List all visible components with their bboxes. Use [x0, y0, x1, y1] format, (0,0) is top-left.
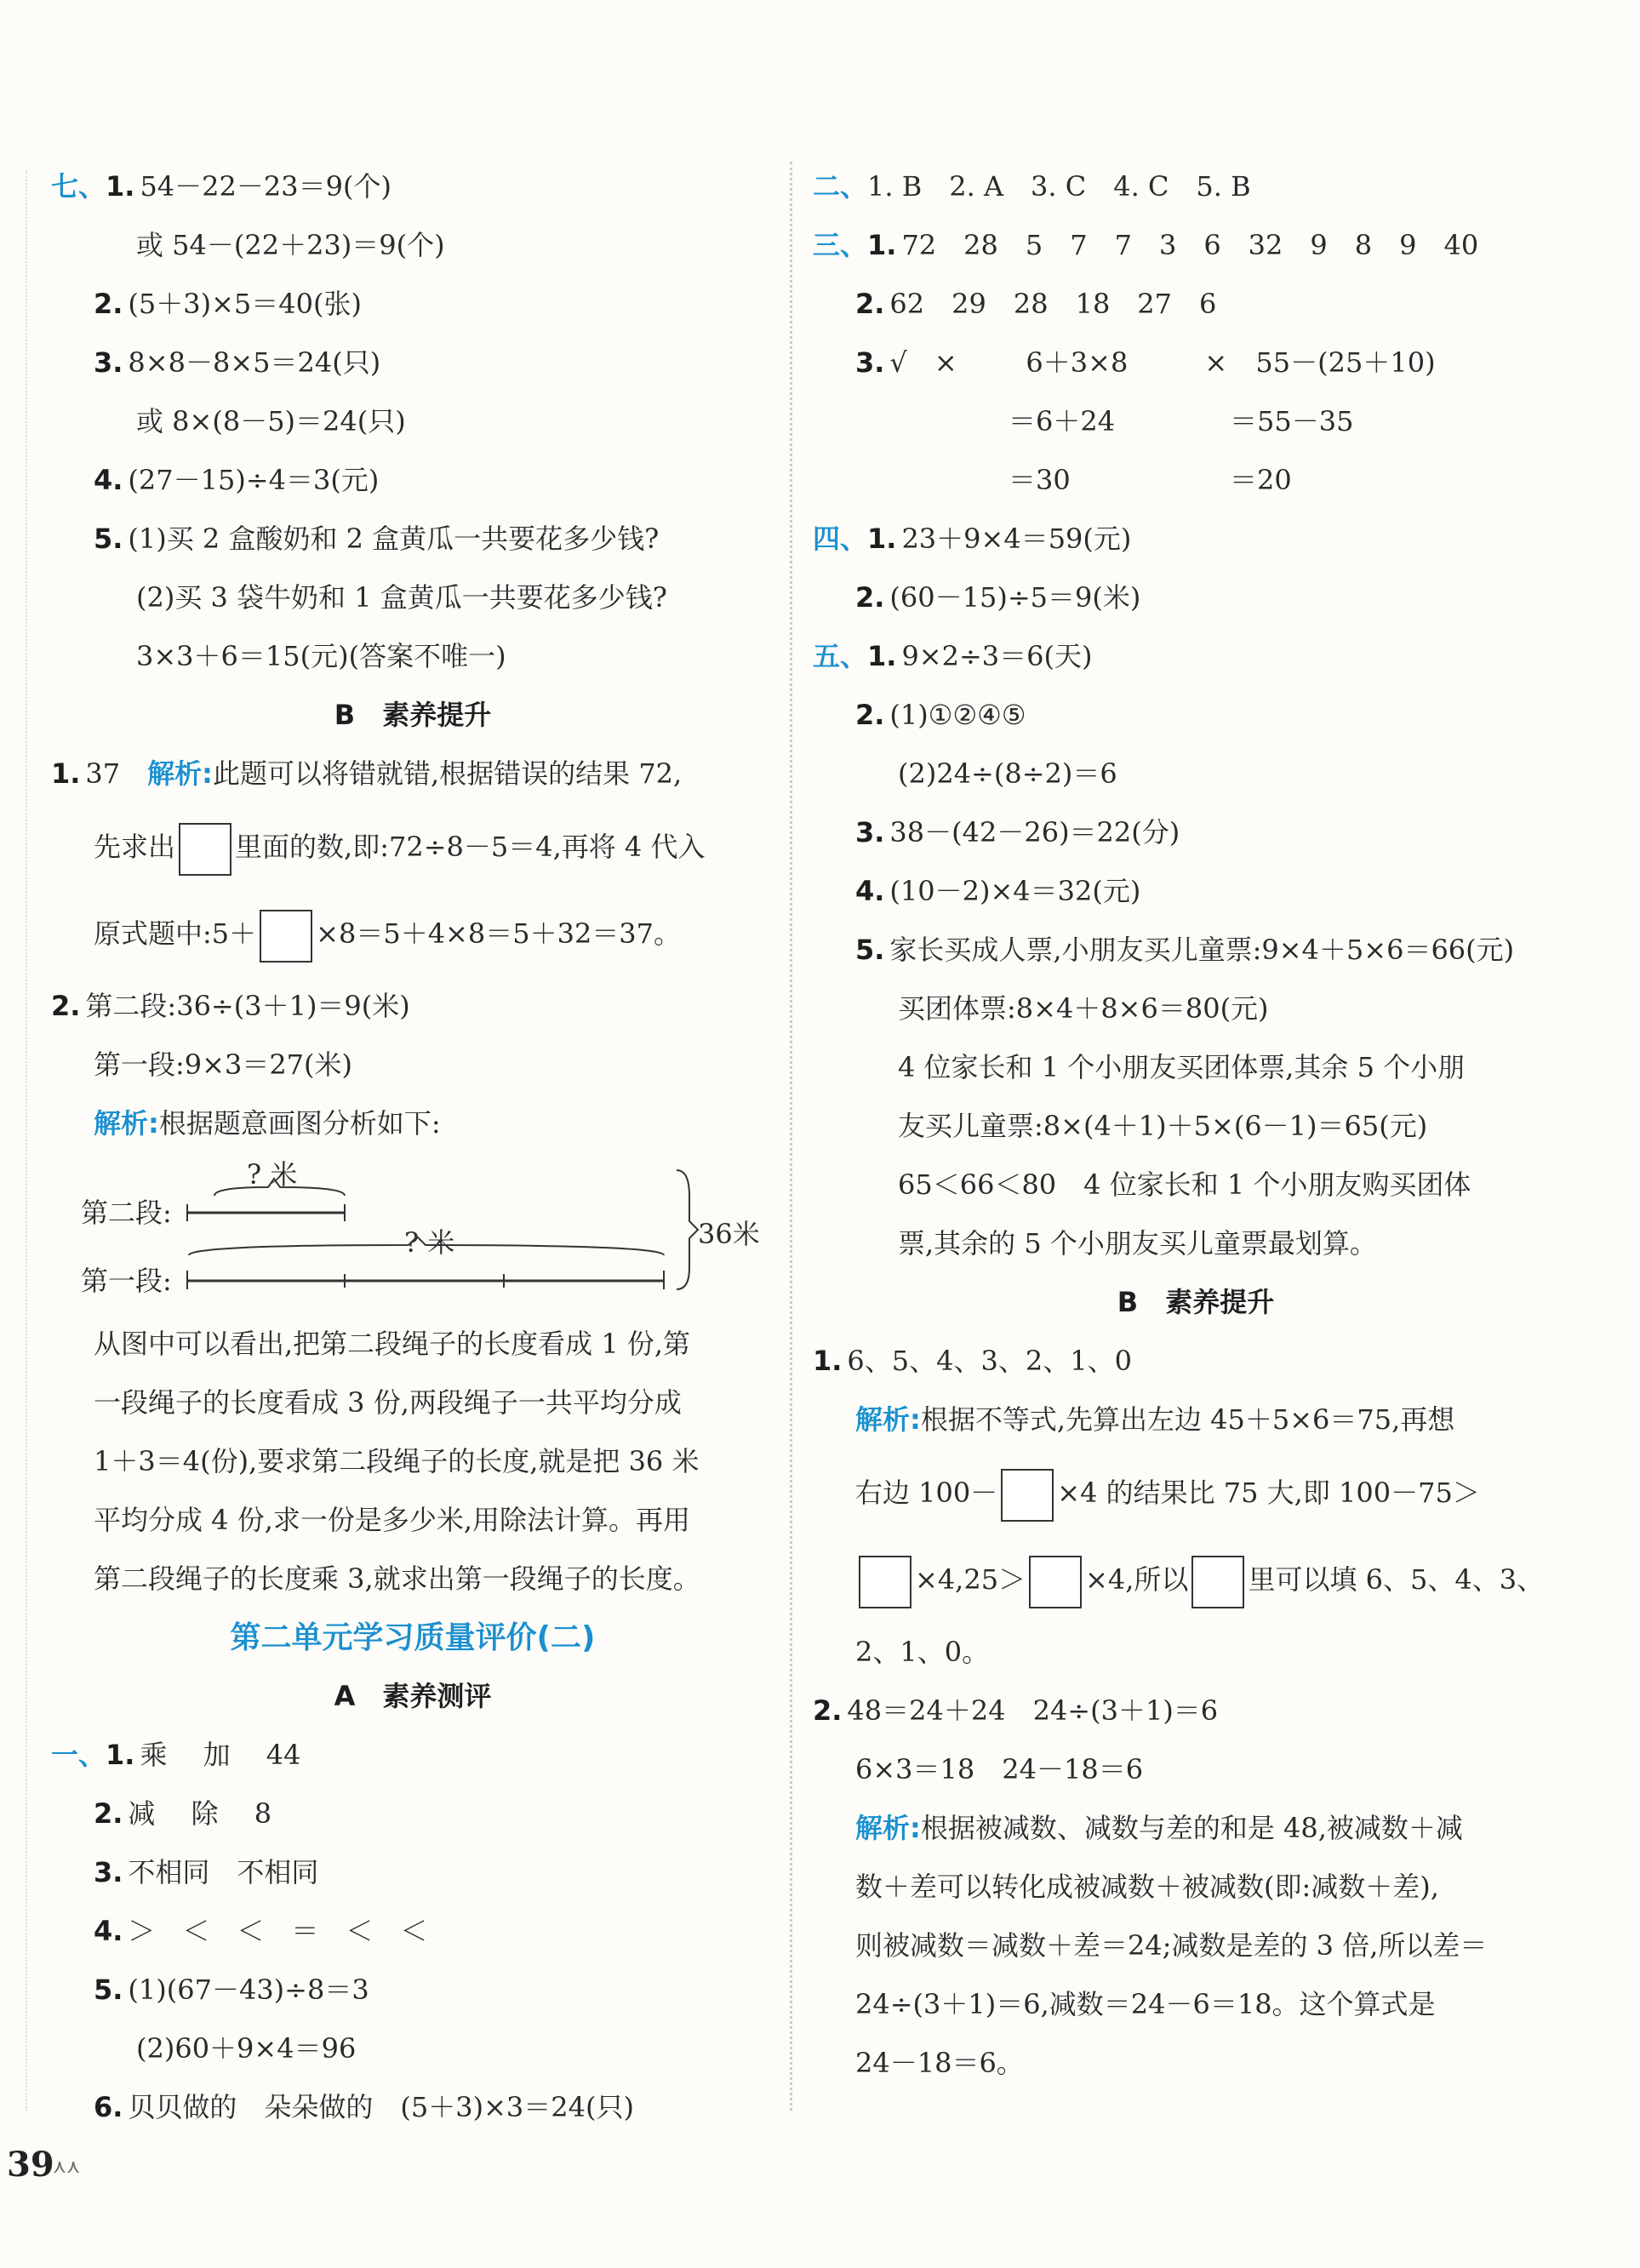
- diagram-label-seg2: 第二段:: [81, 1197, 172, 1229]
- q7-5-c: 3×3＋6＝15(元)(答案不唯一): [136, 640, 506, 672]
- q5-1: 五、1. 9×2÷3＝6(天): [813, 640, 1093, 672]
- q1-5: 5. (1)(67－43)÷8＝3: [94, 1974, 369, 2006]
- rb-q2-analysis: 解析:根据被减数、减数与差的和是 48,被减数＋减: [855, 1812, 1463, 1844]
- page-mark-icon: ⋏⋏: [53, 2157, 81, 2178]
- rb-q2-line4: 数＋差可以转化成被减数＋被减数(即:减数＋差),: [855, 1871, 1439, 1903]
- section-a-heading: A 素养测评: [334, 1680, 492, 1712]
- q1-6: 6. 贝贝做的 朵朵做的 (5＋3)×3＝24(只): [94, 2091, 634, 2123]
- rb-q1-line4: 2、1、0。: [855, 1636, 990, 1668]
- blank-box: [1001, 1469, 1054, 1522]
- q7-1: 七、1. 54－22－23＝9(个): [51, 170, 391, 203]
- q1-3: 3. 不相同 不相同: [94, 1856, 319, 1888]
- q3-3-step1: ＝6＋24 ＝55－35: [1009, 405, 1354, 437]
- rb-q2-line5: 则被减数＝减数＋差＝24;减数是差的 3 倍,所以差＝: [855, 1929, 1488, 1962]
- q7-5-b: (2)买 3 袋牛奶和 1 盒黄瓜一共要花多少钱?: [136, 581, 667, 614]
- unit-title: 第二单元学习质量评价(二): [230, 1620, 596, 1655]
- diagram-question-seg2: ? 米: [247, 1158, 298, 1191]
- section-b-heading: B 素养提升: [334, 699, 492, 731]
- q5-5-c: 4 位家长和 1 个小朋友买团体票,其余 5 个小朋: [898, 1051, 1466, 1083]
- q3-2: 2. 62 29 28 18 27 6: [855, 288, 1217, 320]
- q5-5-e: 65＜66＜80 4 位家长和 1 个小朋友购买团体: [898, 1168, 1471, 1201]
- section-b-heading-right: B 素养提升: [1117, 1286, 1275, 1318]
- blank-box: [1191, 1556, 1244, 1608]
- rb-q1-line2: 右边 100－ ×4 的结果比 75 大,即 100－75＞: [813, 1449, 1579, 1536]
- brace-seg1: [189, 1237, 664, 1255]
- rb-q1-analysis: 解析:根据不等式,先算出左边 45＋5×6＝75,再想: [855, 1403, 1455, 1436]
- q5-3: 3. 38－(42－26)＝22(分): [855, 816, 1180, 848]
- right-column: [813, 157, 1579, 2093]
- b-q2-analysis: 解析:根据题意画图分析如下:: [94, 1107, 441, 1140]
- b-q2-para-2: 一段绳子的长度看成 3 份,两段绳子一共平均分成: [94, 1386, 682, 1419]
- rb-q2: 2. 48＝24＋24 24÷(3＋1)＝6: [813, 1694, 1219, 1727]
- q7-1-alt: 或 54－(22＋23)＝9(个): [136, 229, 445, 261]
- diagram-question-seg1: ? 米: [404, 1226, 455, 1259]
- blank-box: [1029, 1556, 1082, 1608]
- q1-5-b: (2)60＋9×4＝96: [136, 2032, 357, 2065]
- q1-4: 4. ＞ ＜ ＜ ＝ ＜ ＜: [94, 1915, 428, 1947]
- b-q2-para-1: 从图中可以看出,把第二段绳子的长度看成 1 份,第: [94, 1328, 691, 1360]
- q5-5: 5. 家长买成人票,小朋友买儿童票:9×4＋5×6＝66(元): [855, 934, 1515, 966]
- brace-seg2: [214, 1179, 345, 1196]
- b-q2-para-4: 平均分成 4 份,求一份是多少米,用除法计算。再用: [94, 1504, 691, 1536]
- blank-box: [260, 910, 312, 963]
- b-q1-line2: 先求出 里面的数,即:72÷8－5＝4,再将 4 代入: [51, 803, 774, 890]
- blank-box: [179, 823, 231, 876]
- rope-diagram: [51, 1153, 774, 1315]
- total-brace: [677, 1170, 698, 1289]
- q5-2-b: (2)24÷(8÷2)＝6: [898, 757, 1117, 790]
- q7-3-alt: 或 8×(8－5)＝24(只): [136, 405, 406, 437]
- q3-1: 三、1. 72 28 5 7 7 3 6 32 9 8 9 40: [813, 229, 1479, 261]
- b-q1: 1. 37 解析:此题可以将错就错,根据错误的结果 72,: [51, 757, 683, 790]
- column-divider: [790, 162, 792, 2111]
- q5-5-f: 票,其余的 5 个小朋友买儿童票最划算。: [898, 1227, 1377, 1260]
- diagram-lines: [51, 1153, 774, 1315]
- q5-2: 2. (1)①②④⑤: [855, 699, 1026, 731]
- diagram-label-seg1: 第一段:: [81, 1265, 172, 1297]
- rb-q2-line2: 6×3＝18 24－18＝6: [855, 1753, 1144, 1785]
- b-q2-line2: 第一段:9×3＝27(米): [94, 1048, 353, 1081]
- q1-1: 一、1. 乘 加 44: [51, 1739, 301, 1771]
- left-column: [51, 157, 774, 2137]
- b-q2-para-3: 1＋3＝4(份),要求第二段绳子的长度,就是把 36 米: [94, 1445, 700, 1477]
- rb-q2-line7: 24－18＝6。: [855, 2047, 1024, 2079]
- q4-1: 四、1. 23＋9×4＝59(元): [813, 523, 1132, 555]
- rb-q2-line6: 24÷(3＋1)＝6,减数＝24－6＝18。这个算式是: [855, 1988, 1436, 2020]
- q2-answers: 二、1. B 2. A 3. C 4. C 5. B: [813, 170, 1251, 203]
- blank-box: [859, 1556, 911, 1608]
- b-q2-para-5: 第二段绳子的长度乘 3,就求出第一段绳子的长度。: [94, 1562, 700, 1595]
- q4-2: 2. (60－15)÷5＝9(米): [855, 581, 1141, 614]
- q1-2: 2. 减 除 8: [94, 1797, 272, 1830]
- q3-3: 3. √ × 6＋3×8 × 55－(25＋10): [855, 346, 1436, 379]
- q7-4: 4. (27－15)÷4＝3(元): [94, 464, 380, 496]
- q5-5-d: 友买儿童票:8×(4＋1)＋5×(6－1)＝65(元): [898, 1110, 1428, 1142]
- q5-4: 4. (10－2)×4＝32(元): [855, 875, 1141, 907]
- q7-5: 5. (1)买 2 盒酸奶和 2 盒黄瓜一共要花多少钱?: [94, 523, 660, 555]
- q3-3-step2: ＝30 ＝20: [1009, 464, 1292, 496]
- q5-5-b: 买团体票:8×4＋8×6＝80(元): [898, 992, 1269, 1025]
- rb-q1-line3: ×4,25＞ ×4,所以 里可以填 6、5、4、3、: [813, 1536, 1579, 1623]
- q7-2: 2. (5＋3)×5＝40(张): [94, 288, 362, 320]
- q7-3: 3. 8×8－8×5＝24(只): [94, 346, 381, 379]
- left-margin-rule: [26, 170, 27, 2111]
- b-q2: 2. 第二段:36÷(3＋1)＝9(米): [51, 990, 410, 1022]
- b-q1-line3: 原式题中:5＋ ×8＝5＋4×8＝5＋32＝37。: [51, 890, 774, 977]
- diagram-total: 36米: [698, 1218, 760, 1250]
- page-number: 39: [7, 2145, 54, 2185]
- rb-q1: 1. 6、5、4、3、2、1、0: [813, 1345, 1132, 1377]
